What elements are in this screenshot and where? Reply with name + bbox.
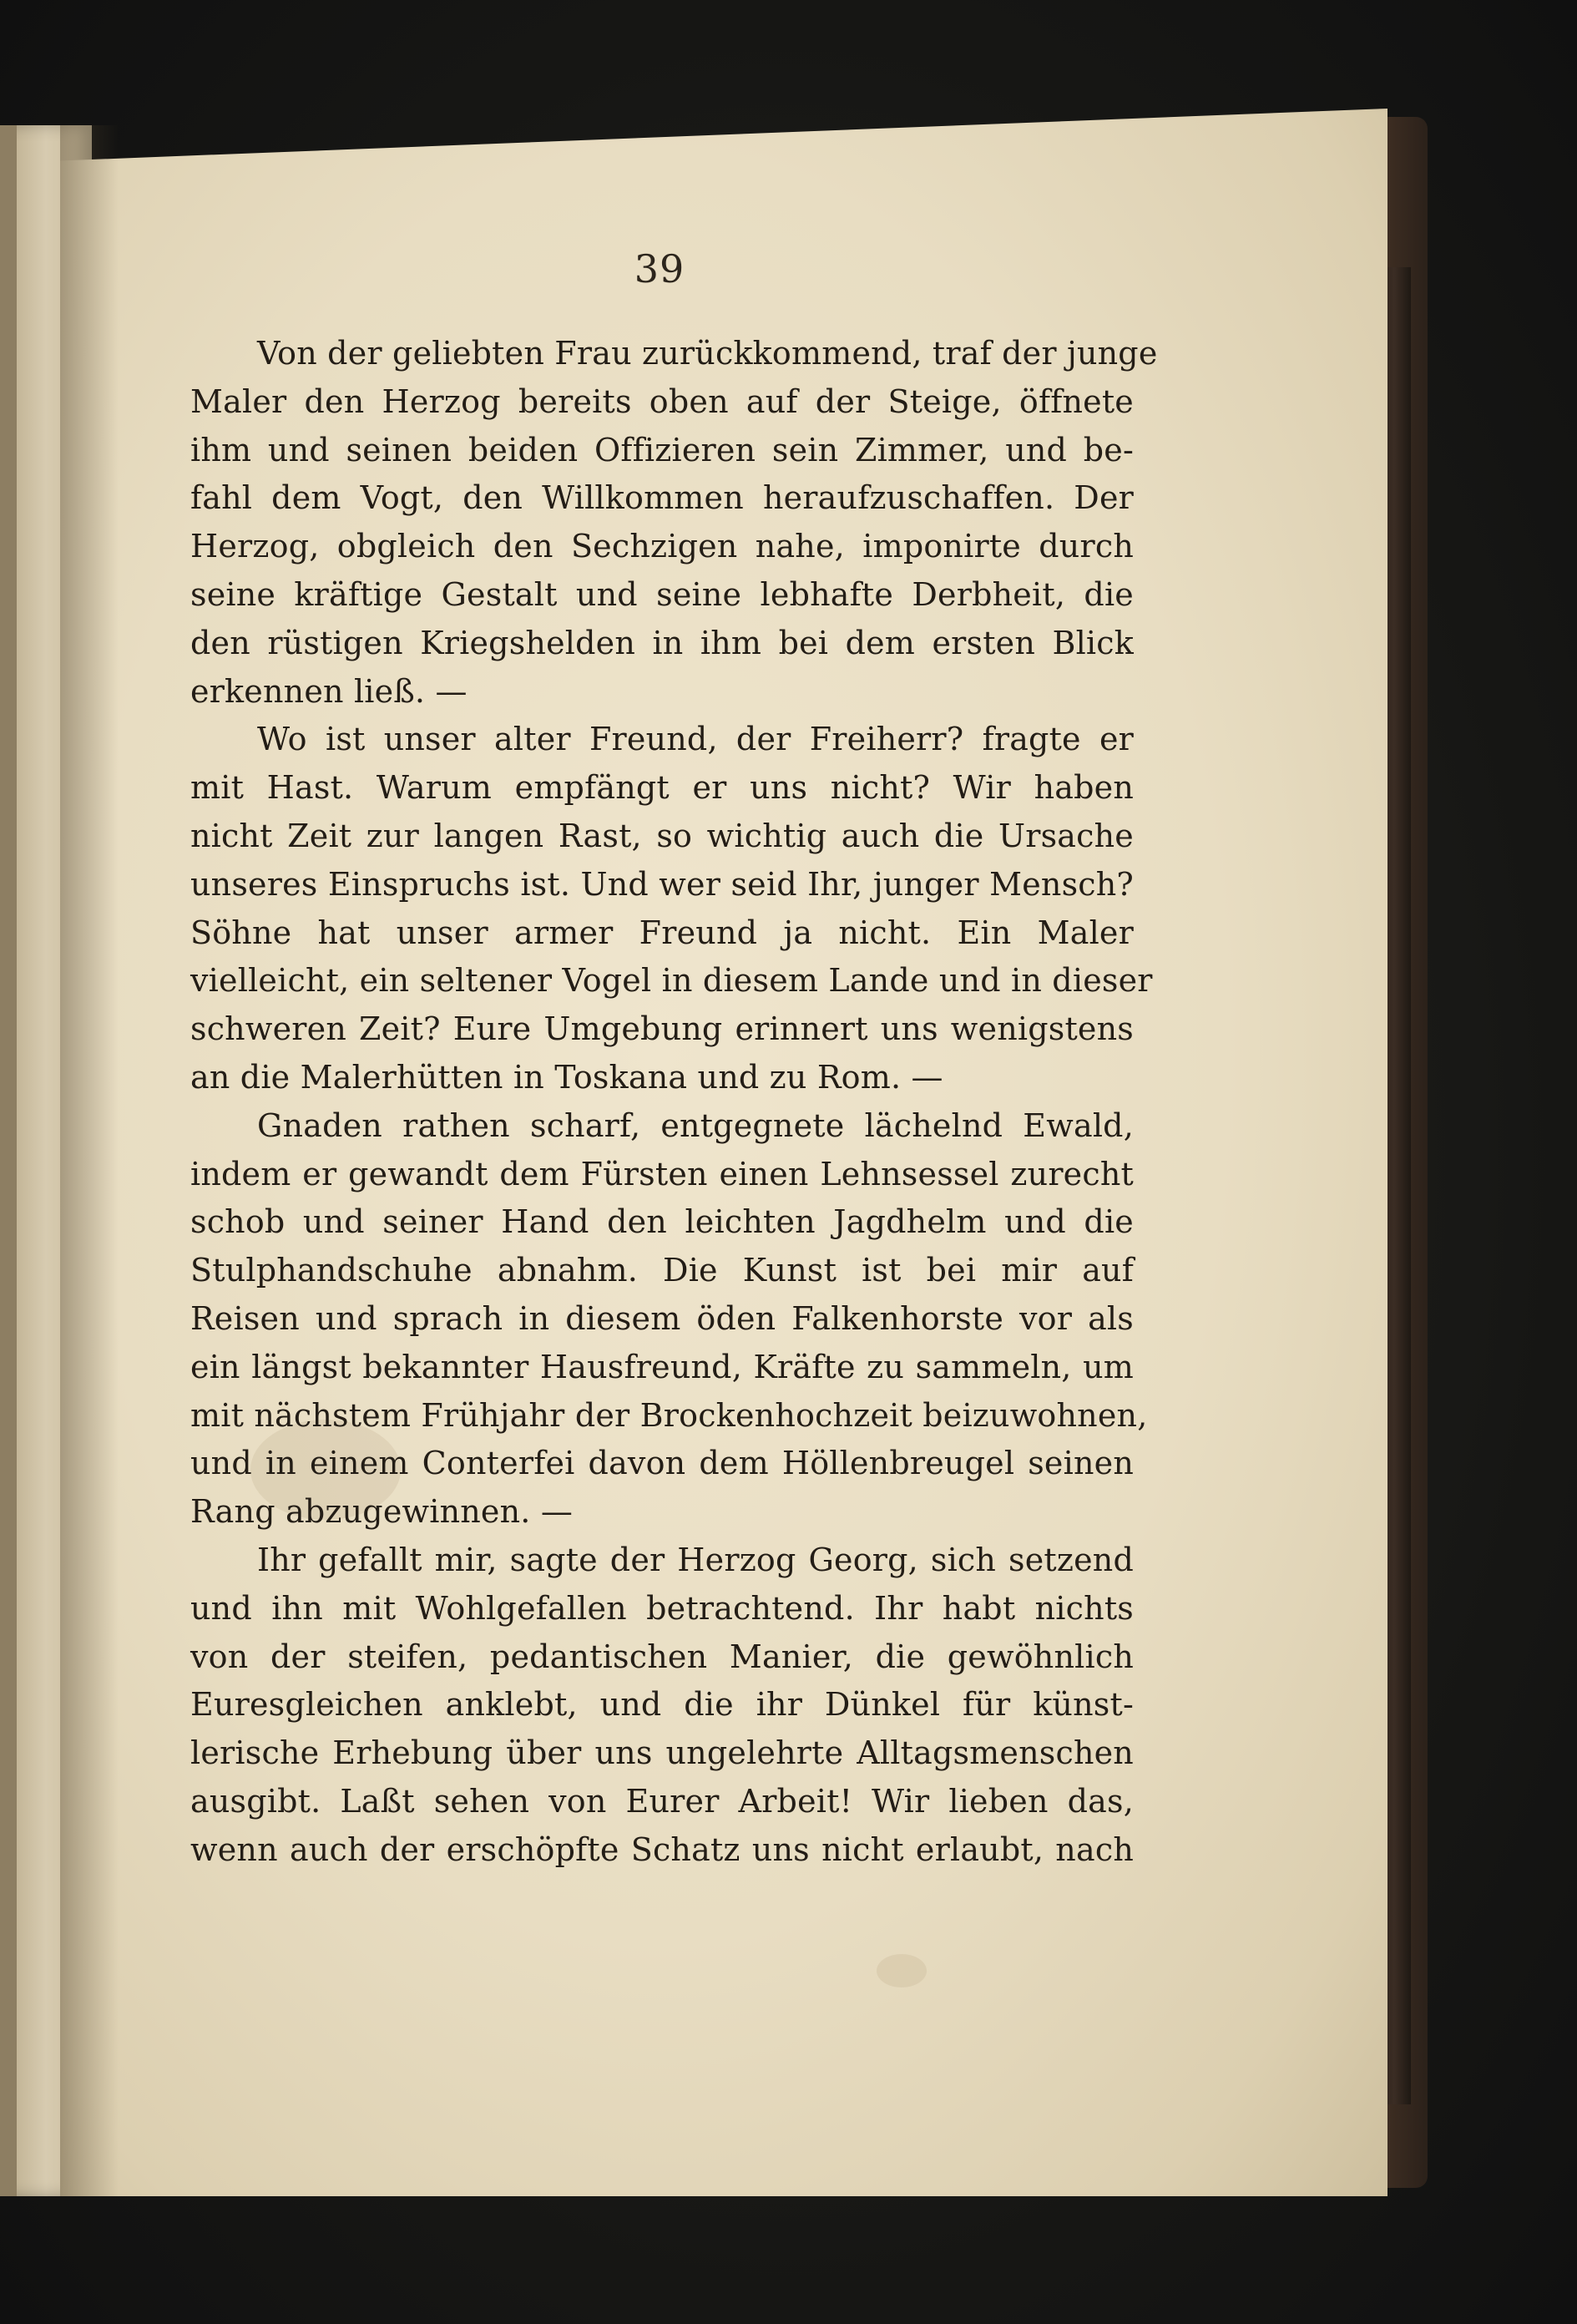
text-line: und ihn mit Wohlgefallen betrachtend. Ihr habt nichts [190,1589,1134,1627]
text-line: Herzog, obgleich den Sechzigen nahe, imponirte durch [190,528,1134,565]
left-page-shadow [0,125,17,2196]
text-line: Gnaden rathen scharf, entgegnete lächelnd Ewald, [257,1106,1134,1144]
text-line: ein längst bekannter Hausfreund, Kräfte zu sammeln, um [190,1348,1134,1385]
text-line: ausgibt. Laßt sehen von Eurer Arbeit! Wir lieben das, [190,1782,1134,1820]
text-line: den rüstigen Kriegshelden in ihm bei dem ersten Blick [190,624,1134,661]
text-line: und in einem Conterfei davon dem Höllenbreugel seinen [190,1445,1134,1482]
text-line: vielleicht, ein seltener Vogel in diesem Lande und in dieser [190,962,1153,1000]
text-line: schweren Zeit? Eure Umgebung erinnert uns wenigstens [190,1010,1134,1048]
text-line: seine kräftige Gestalt und seine lebhafte Derbheit, die [190,575,1134,613]
text-line: mit Hast. Warum empfängt er uns nicht? Wir haben [190,769,1134,807]
text-line: fahl dem Vogt, den Willkommen heraufzuschaffen. Der [190,479,1134,517]
text-line: Söhne hat unser armer Freund ja nicht. Ein Maler [190,914,1134,951]
text-line: Wo ist unser alter Freund, der Freiherr? fragte er [257,721,1134,758]
text-line: Maler den Herzog bereits oben auf der Steige, öffnete [190,382,1134,420]
text-line: Reisen und sprach in diesem öden Falkenhorste vor als [190,1299,1134,1337]
text-line: nicht Zeit zur langen Rast, so wichtig auch die Ursache [190,817,1134,854]
paper-stain [877,1954,927,1987]
text-line: schob und seiner Hand den leichten Jagdhelm und die [190,1203,1134,1241]
text-line: Rang abzugewinnen. — [190,1493,574,1531]
text-line: ihm und seinen beiden Offizieren sein Zimmer, und be- [190,431,1134,468]
text-line: unseres Einspruchs ist. Und wer seid Ihr, junger Mensch? [190,865,1134,903]
text-line: von der steifen, pedantischen Manier, die gewöhnlich [190,1638,1134,1675]
text-line: lerische Erhebung über uns ungelehrte Alltagsmenschen [190,1734,1134,1772]
page-gutter-shadow [60,125,119,2196]
text-line: Ihr gefallt mir, sagte der Herzog Georg, sich setzend [257,1541,1134,1578]
text-line: wenn auch der erschöpfte Schatz uns nicht erlaubt, nach [190,1830,1134,1868]
text-line: an die Malerhütten in Toskana und zu Rom. — [190,1058,943,1096]
text-line: Von der geliebten Frau zurückkommend, traf der junge [257,335,1158,372]
text-line: mit nächstem Frühjahr der Brockenhochzeit beizuwohnen, [190,1396,1148,1434]
text-line: Stulphandschuhe abnahm. Die Kunst ist bei mir auf [190,1252,1134,1289]
page-body-text [190,330,1158,1875]
page-number: 39 [634,246,685,291]
text-line: Euresgleichen anklebt, und die ihr Dünkel für künst- [190,1686,1134,1724]
text-line: erkennen ließ. — [190,672,468,710]
text-line: indem er gewandt dem Fürsten einen Lehnsessel zurecht [190,1155,1134,1192]
